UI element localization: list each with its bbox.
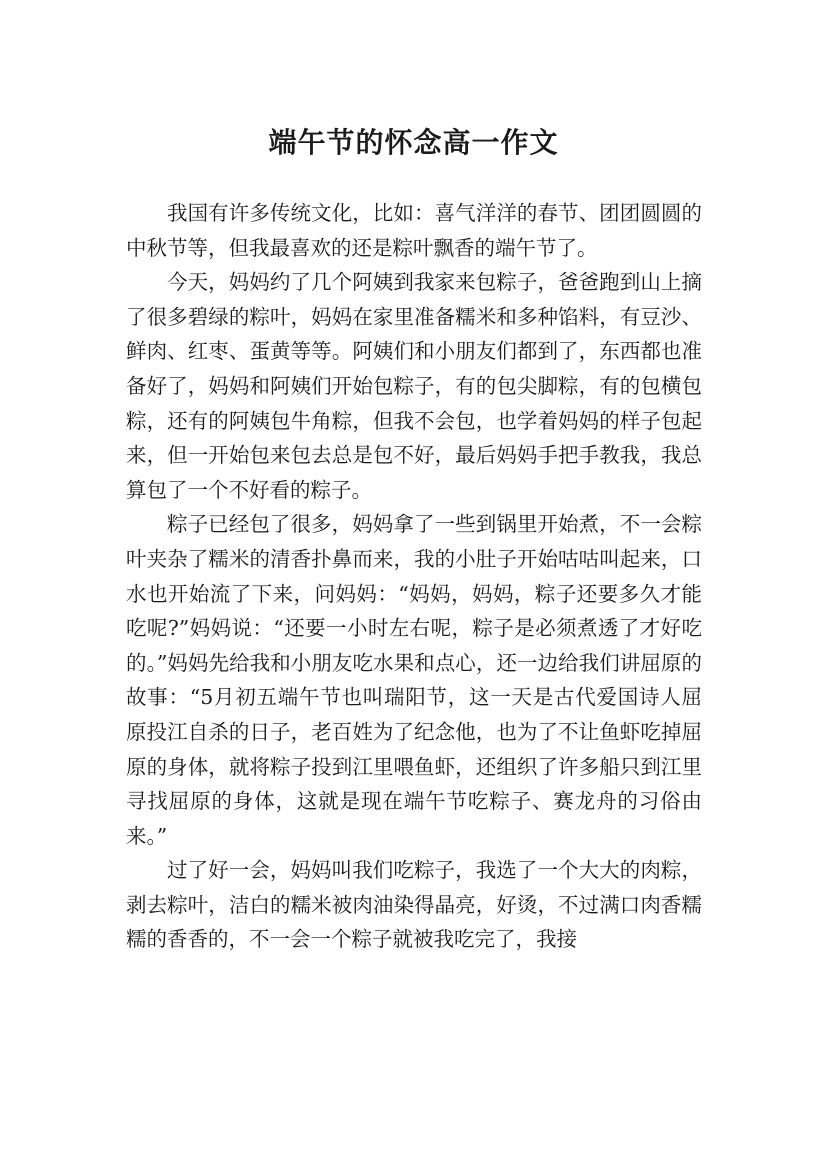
paragraph-3: 粽子已经包了很多，妈妈拿了一些到锅里开始煮，不一会粽叶夹杂了糯米的清香扑鼻而来，我的小肚子开始咕咕叫起来，口水也开始流了下来，问妈妈：“妈妈，妈妈，粽子还要多久才能吃呢?”妈妈说：“还要一小时左右呢，粽子是必须煮透了才好吃的。”妈妈先给我和小朋友吃水果和点心，还一边给我们讲屈原的故事：“5月初五端午节也叫瑞阳节，这一天是古代爱国诗人屈原投江自杀的日子，老百姓为了纪念他，也为了不让鱼虾吃掉屈原的身体，就将粽子投到江里喂鱼虾，还组织了许多船只到江里寻找屈原的身体，这就是现在端午节吃粽子、赛龙舟的习俗由来。”	[126, 512, 702, 848]
paragraph-4: 过了好一会，妈妈叫我们吃粽子，我选了一个大大的肉粽，剥去粽叶，洁白的糯米被肉油染得晶亮，好烫，不过满口肉香糯糯的香香的，不一会一个粽子就被我吃完了，我接	[126, 858, 702, 952]
page-title: 端午节的怀念高一作文	[268, 125, 559, 159]
article-body	[126, 196, 702, 957]
paragraph-1: 我国有许多传统文化，比如：喜气洋洋的春节、团团圆圆的中秋节等，但我最喜欢的还是粽叶飘香的端午节了。	[126, 201, 702, 260]
paragraph-2: 今天，妈妈约了几个阿姨到我家来包粽子，爸爸跑到山上摘了很多碧绿的粽叶，妈妈在家里准备糯米和多种馅料，有豆沙、鲜肉、红枣、蛋黄等等。阿姨们和小朋友们都到了，东西都也准备好了，妈妈和阿姨们开始包粽子，有的包尖脚粽，有的包横包粽，还有的阿姨包牛角粽，但我不会包，也学着妈妈的样子包起来，但一开始包来包去总是包不好，最后妈妈手把手教我，我总算包了一个不好看的粽子。	[126, 270, 702, 502]
